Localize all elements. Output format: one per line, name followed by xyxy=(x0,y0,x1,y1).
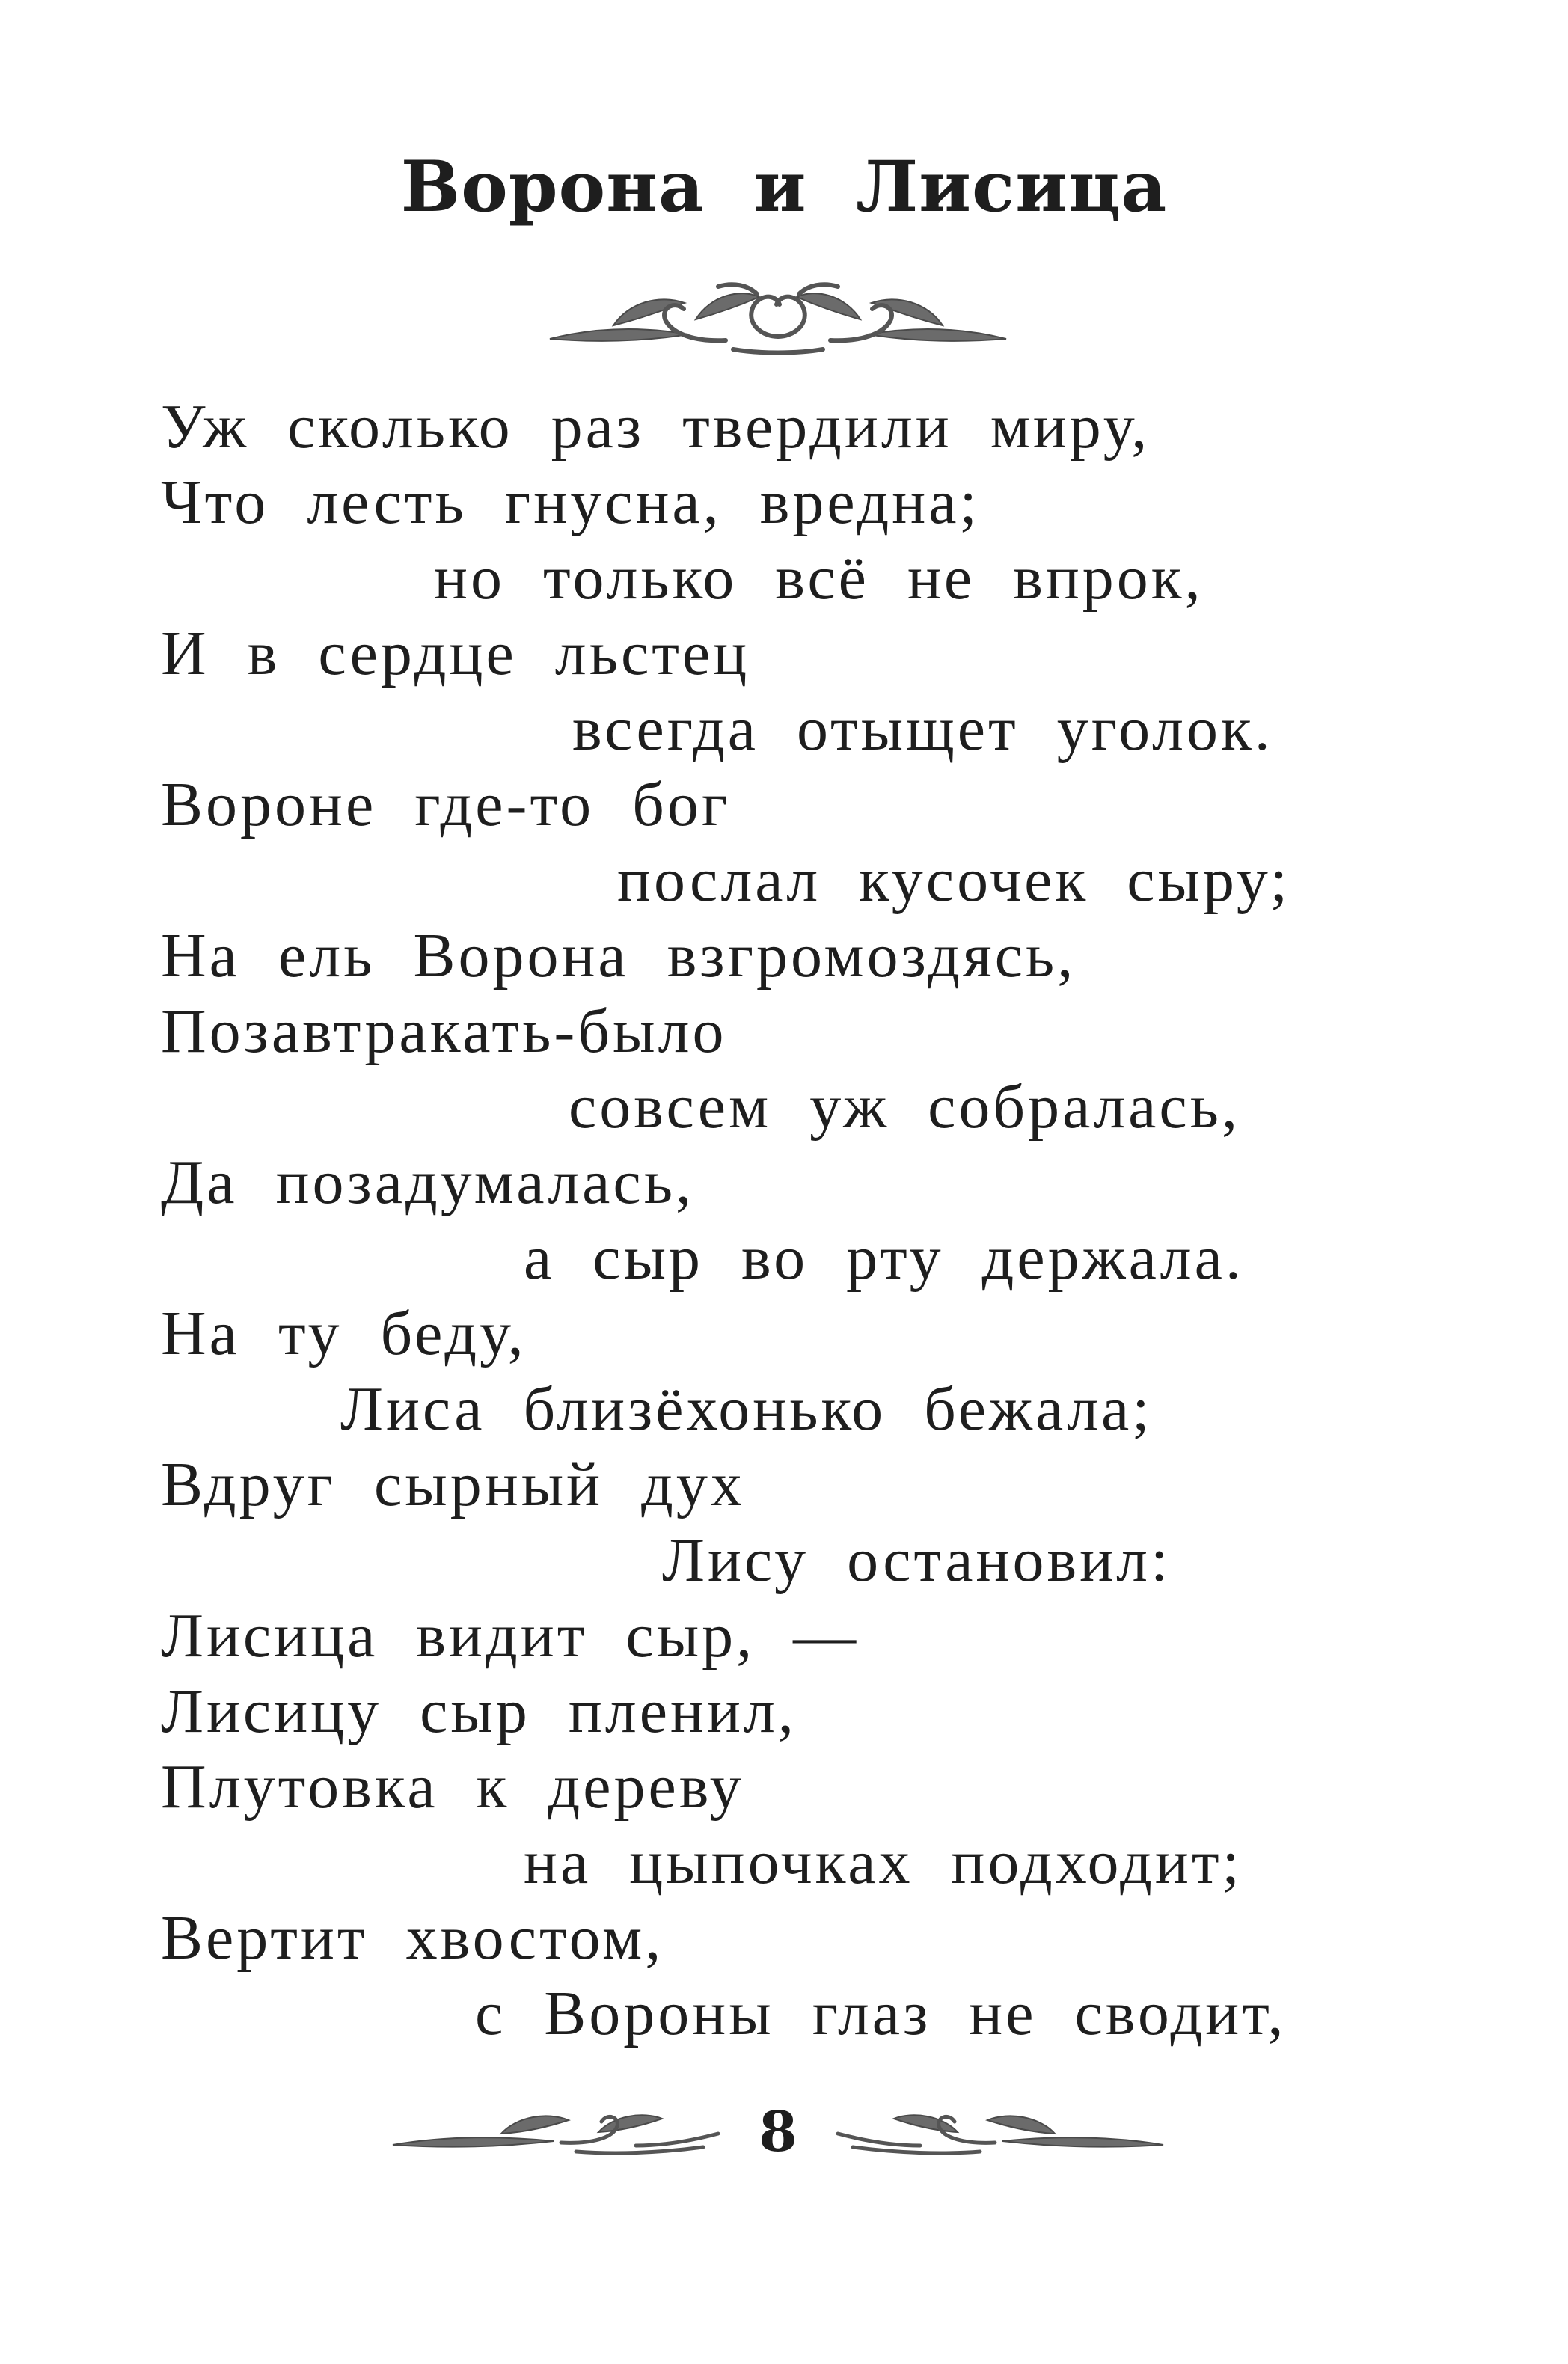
poem-line: совсем уж собралась, xyxy=(569,1072,1240,1142)
poem-line: Лисицу сыр пленил, xyxy=(161,1676,797,1746)
page-footer xyxy=(389,2087,1167,2184)
poem-line: На ель Ворона взгромоздясь, xyxy=(161,921,1077,990)
poem-line: всегда отыщет уголок. xyxy=(572,694,1273,764)
page-number: 8 xyxy=(759,2100,797,2164)
poem-line: на цыпочках подходит; xyxy=(524,1828,1243,1897)
poem-line: Лису остановил: xyxy=(662,1525,1172,1595)
poem-line: Вертит хвостом, xyxy=(161,1903,664,1973)
poem-line: Уж сколько раз твердили миру, xyxy=(161,392,1151,462)
poem-line: Вороне где-то бог xyxy=(161,770,731,839)
footer-ornament-left-icon xyxy=(389,2104,726,2164)
poem-line: Лисица видит сыр, — xyxy=(161,1601,860,1671)
poem-line: На ту беду, xyxy=(161,1299,527,1368)
footer-ornament-right-icon xyxy=(830,2104,1167,2164)
poem-line: а сыр во рту держала. xyxy=(524,1223,1244,1293)
poem-text xyxy=(161,389,1433,2051)
poem-line: послал кусочек сыру; xyxy=(617,845,1291,915)
poem-line: Позавтракать-было xyxy=(161,996,727,1066)
poem-line: Да позадумалась, xyxy=(161,1148,695,1217)
poem-line: но только всё не впрок, xyxy=(434,543,1204,613)
poem-line: Вдруг сырный дух xyxy=(161,1450,745,1519)
poem-line: И в сердце льстец xyxy=(161,619,750,688)
poem-line: с Вороны глаз не сводит, xyxy=(475,1979,1287,2048)
ornament-divider-icon xyxy=(546,266,1010,363)
poem-line: Что лесть гнусна, вредна; xyxy=(161,468,980,537)
poem-line: Плутовка к дереву xyxy=(161,1752,744,1822)
poem-line: Лиса близёхонько бежала; xyxy=(340,1374,1153,1444)
page-title: Ворона и Лисица xyxy=(400,146,1168,228)
